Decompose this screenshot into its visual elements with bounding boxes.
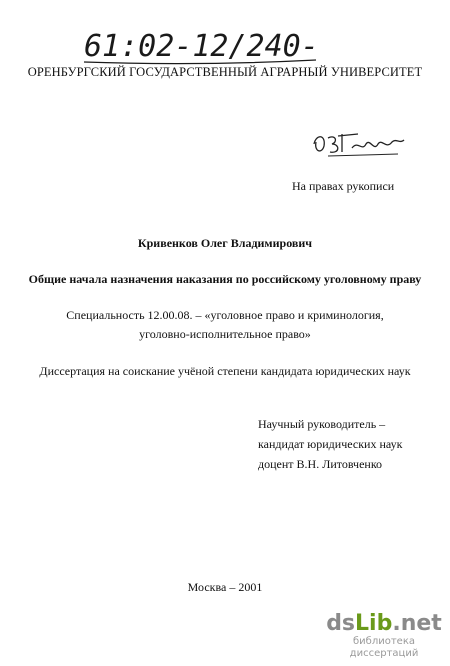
dslib-watermark <box>324 612 444 660</box>
supervisor-line-3: доцент В.Н. Литовченко <box>258 457 383 471</box>
handwritten-number-drawing <box>80 20 320 70</box>
supervisor-block <box>258 414 402 474</box>
logo-part-lib: Lib <box>355 611 393 636</box>
specialty-line-2: уголовно-исполнительное право» <box>139 327 311 341</box>
logo-part-ds: ds <box>326 611 356 636</box>
handwritten-signature <box>308 126 408 158</box>
handwritten-number-text: 61:02-12/240-6 <box>84 29 320 64</box>
city-year: Москва – 2001 <box>187 580 263 594</box>
dslib-logo <box>324 612 444 636</box>
manuscript-rights-note: На правах рукописи <box>292 179 395 193</box>
specialty-line-1: Специальность 12.00.08. – «уголовное право и криминология, <box>66 308 384 322</box>
logo-part-net: .net <box>392 611 442 636</box>
author-name: Кривенков Олег Владимирович <box>137 236 313 250</box>
degree-statement: Диссертация на соискание учёной степени кандидата юридических наук <box>39 364 411 378</box>
supervisor-line-1: Научный руководитель – <box>258 417 386 431</box>
supervisor-line-2: кандидат юридических наук <box>258 437 403 451</box>
dslib-subtitle: библиотека диссертаций <box>349 636 419 659</box>
dissertation-title: Общие начала назначения наказания по российскому уголовному праву <box>28 272 422 286</box>
university-name: ОРЕНБУРГСКИЙ ГОСУДАРСТВЕННЫЙ АГРАРНЫЙ УНИВЕРСИТЕТ <box>27 65 423 79</box>
handwritten-catalog-number <box>80 20 320 70</box>
